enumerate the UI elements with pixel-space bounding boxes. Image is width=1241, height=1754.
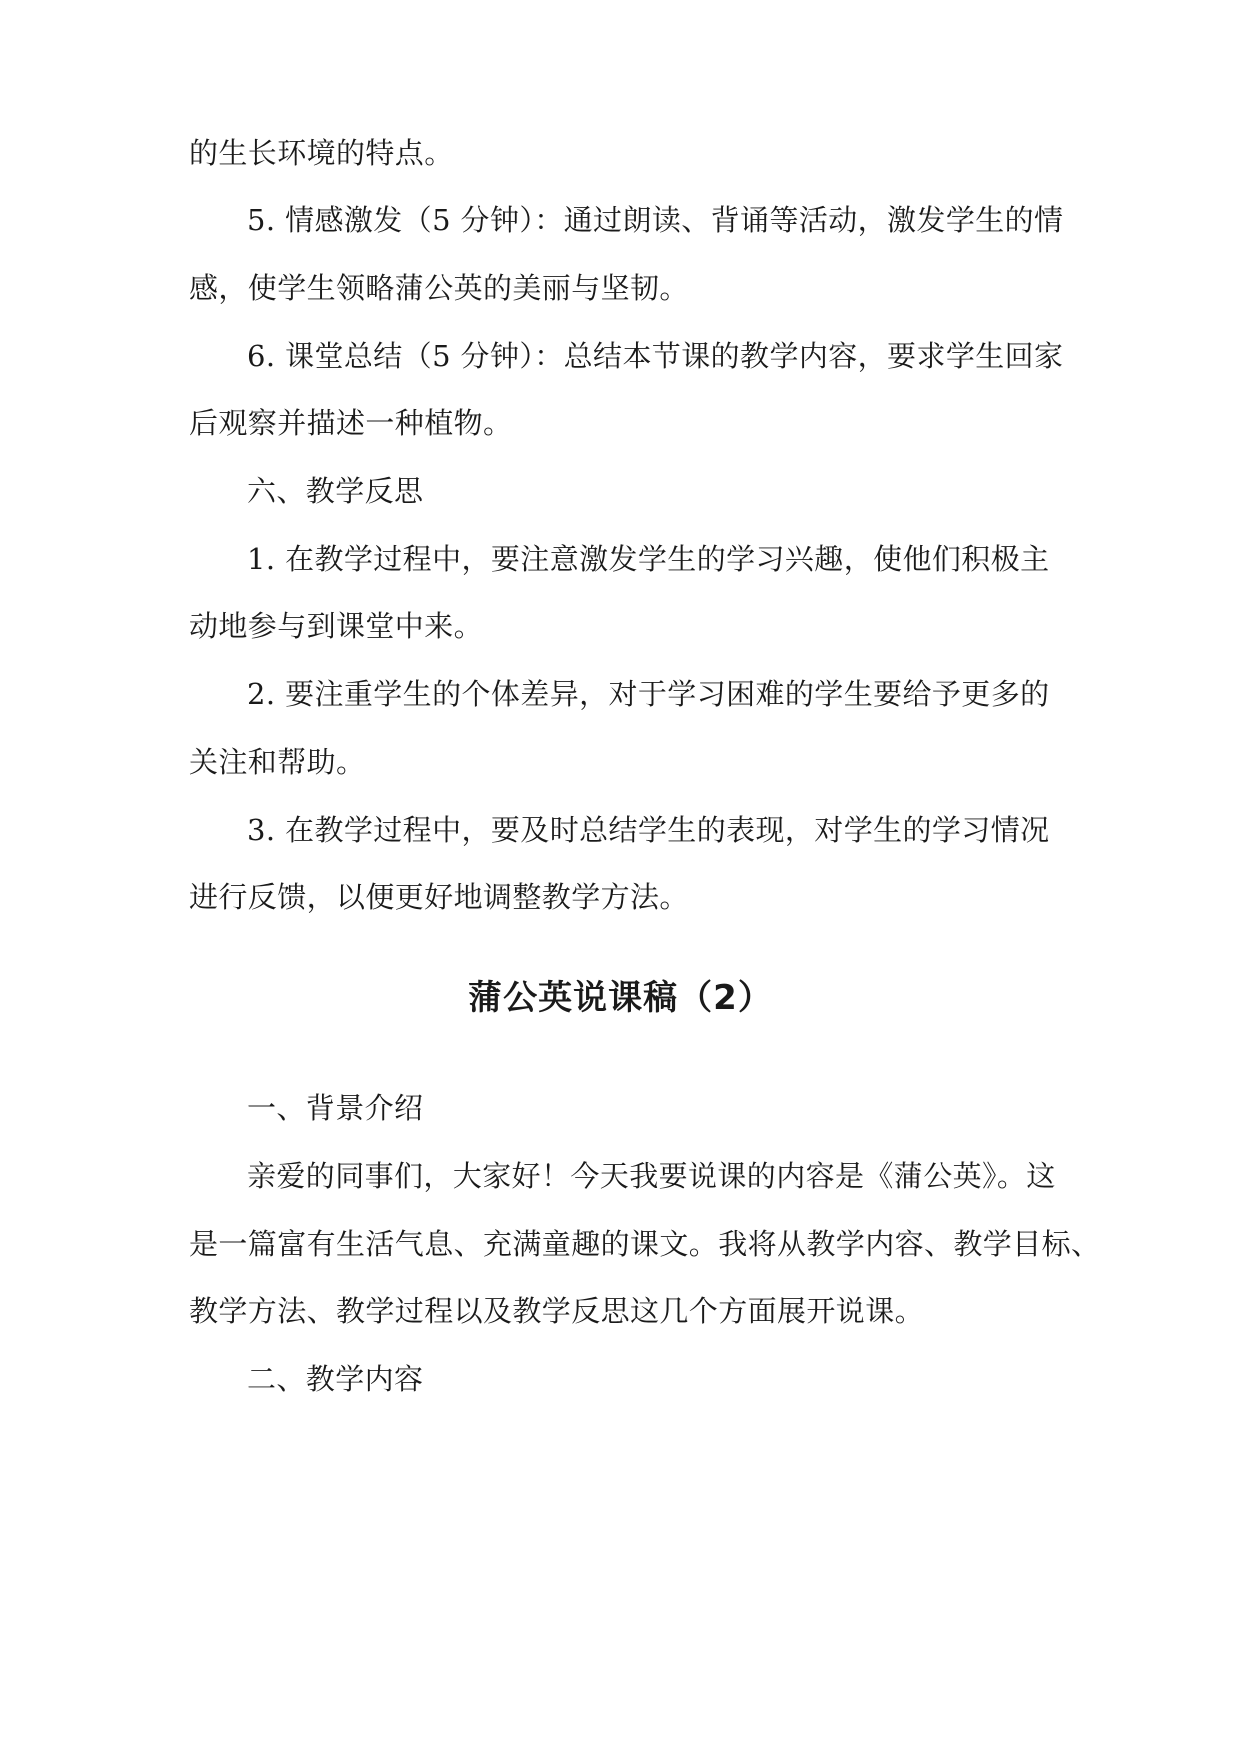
section-heading: 一、背景介绍 [247, 1091, 424, 1125]
paragraph-line: 亲爱的同事们，大家好！今天我要说课的内容是《蒲公英》。这 [247, 1159, 1056, 1193]
paragraph-line: 是一篇富有生活气息、充满童趣的课文。我将从教学内容、教学目标、 [189, 1227, 1101, 1261]
paragraph-line: 6. 课堂总结（5 分钟）：总结本节课的教学内容，要求学生回家 [247, 339, 1064, 373]
paragraph-line: 3. 在教学过程中，要及时总结学生的表现，对学生的学习情况 [247, 813, 1050, 847]
paragraph-line: 感，使学生领略蒲公英的美丽与坚韧。 [189, 271, 689, 305]
paragraph-line: 教学方法、教学过程以及教学反思这几个方面展开说课。 [189, 1294, 925, 1328]
paragraph-line: 进行反馈，以便更好地调整教学方法。 [189, 880, 689, 914]
paragraph-line: 1. 在教学过程中，要注意激发学生的学习兴趣，使他们积极主 [247, 542, 1050, 576]
paragraph-line: 2. 要注重学生的个体差异，对于学习困难的学生要给予更多的 [247, 677, 1050, 711]
paragraph-line: 动地参与到课堂中来。 [189, 609, 484, 643]
paragraph-line: 后观察并描述一种植物。 [189, 406, 513, 440]
paragraph-line: 的生长环境的特点。 [189, 136, 454, 170]
section-heading: 六、教学反思 [247, 474, 424, 508]
paragraph-line: 关注和帮助。 [189, 745, 366, 779]
document-title: 蒲公英说课稿（2） [468, 978, 773, 1018]
section-heading: 二、教学内容 [247, 1362, 424, 1396]
paragraph-line: 5. 情感激发（5 分钟）：通过朗读、背诵等活动，激发学生的情 [247, 203, 1064, 237]
